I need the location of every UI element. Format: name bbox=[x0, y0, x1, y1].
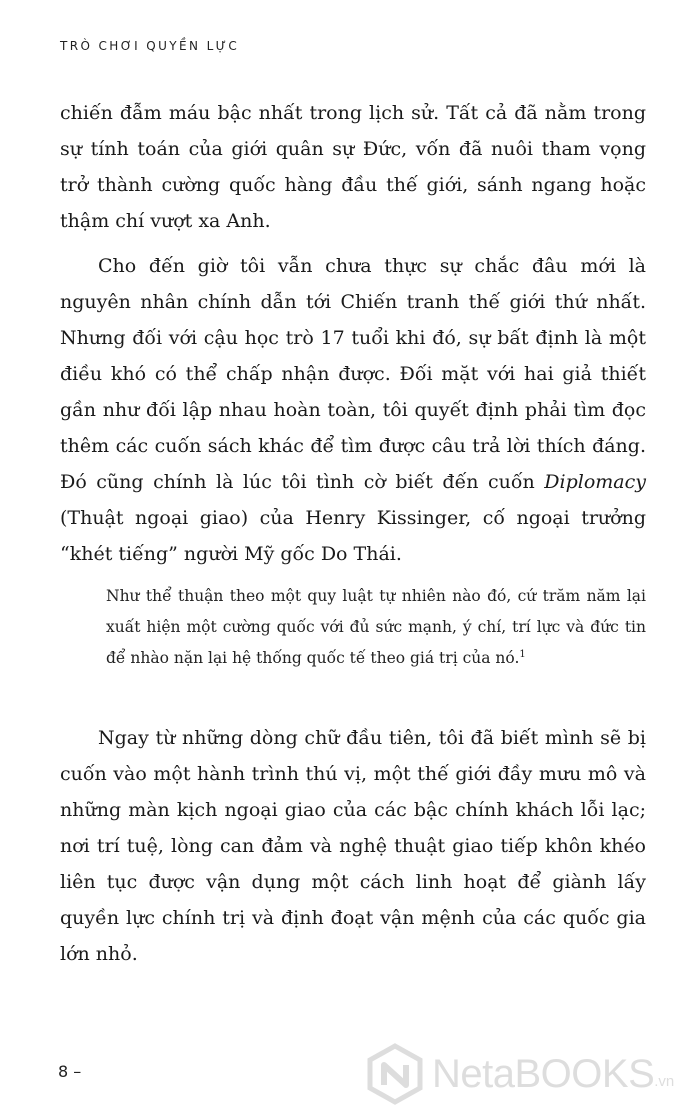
footnote-marker[interactable]: 1 bbox=[519, 648, 526, 660]
paragraph-2-text-a: Cho đến giờ tôi vẫn chưa thực sự chắc đâu mới là nguyên nhân chính dẫn tới Chiến tranh thế giới thứ nhất. Nhưng đối với cậu học trò 17 tuổi khi đó, sự bất định là một điều khó có thể chấp nhận được. Đối mặt với hai giả thiết gần như đối lập nhau hoàn toàn, tôi quyết định phải tìm đọc thêm các cuốn sách khác để tìm được câu trả lời thích đáng. Đó cũng chính là lúc tôi tình cờ biết đến cuốn bbox=[60, 255, 646, 493]
paragraph-2 bbox=[60, 248, 646, 572]
paragraph-1: chiến đẫm máu bậc nhất trong lịch sử. Tất cả đã nằm trong sự tính toán của giới quân sự Đức, vốn đã nuôi tham vọng trở thành cường quốc hàng đầu thế giới, sánh ngang hoặc thậm chí vượt xa Anh. bbox=[60, 102, 646, 232]
watermark-brand: NetaBOOKS bbox=[432, 1051, 655, 1096]
publisher-watermark bbox=[364, 1038, 694, 1110]
neta-logo-icon bbox=[364, 1043, 426, 1105]
paragraph-3: Ngay từ những dòng chữ đầu tiên, tôi đã biết mình sẽ bị cuốn vào một hành trình thú vị, một thế giới đầy mưu mô và những màn kịch ngoại giao của các bậc chính khách lỗi lạc; nơi trí tuệ, lòng can đảm và nghệ thuật giao tiếp khôn khéo liên tục được vận dụng một cách linh hoạt để giành lấy quyền lực chính trị và định đoạt vận mệnh của các quốc gia lớn nhỏ. bbox=[60, 727, 646, 965]
page-number: 8 – bbox=[58, 1062, 82, 1081]
watermark-suffix: .vn bbox=[654, 1072, 675, 1090]
running-header: TRÒ CHƠI QUYỀN LỰC bbox=[60, 39, 240, 53]
block-quote-text: Như thể thuận theo một quy luật tự nhiên nào đó, cứ trăm năm lại xuất hiện một cường quốc với đủ sức mạnh, ý chí, trí lực và đức tin để nhào nặn lại hệ thống quốc tế theo giá trị của nó. bbox=[106, 587, 646, 667]
page-body bbox=[60, 95, 646, 972]
block-quote bbox=[60, 581, 646, 674]
book-title-diplomacy: Diplomacy bbox=[544, 471, 646, 493]
paragraph-2-text-b: (Thuật ngoại giao) của Henry Kissinger, cố ngoại trưởng “khét tiếng” người Mỹ gốc Do Thái. bbox=[60, 507, 646, 565]
